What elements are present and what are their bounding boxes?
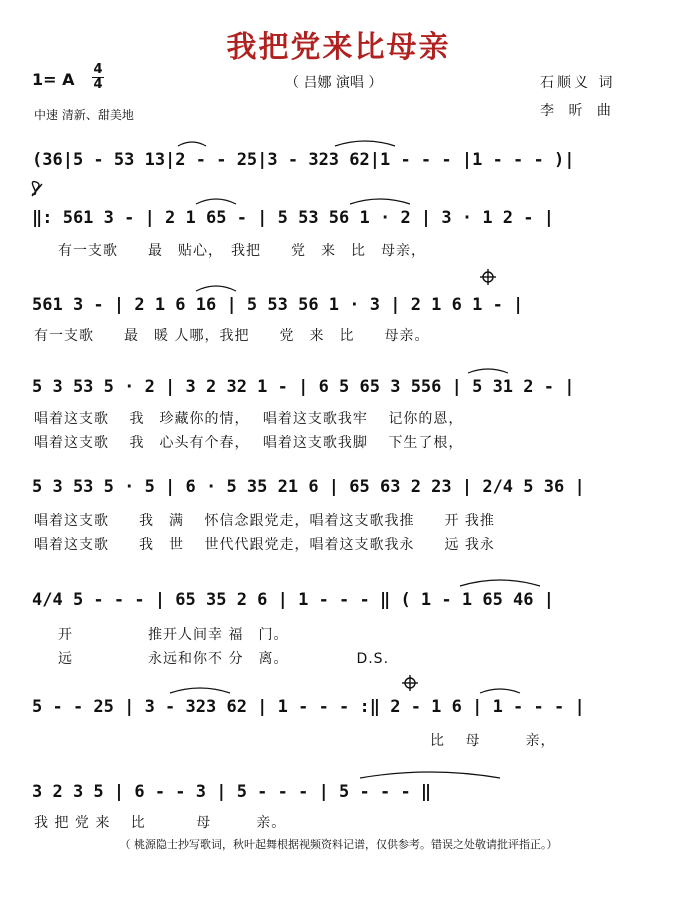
composer-credit: 李 昕 曲: [540, 103, 616, 119]
score-line-6-notes: 4/4 5 - - - | 65 35 2 6 | 1 - - - ‖ ( 1 - 1 65 46 |: [32, 590, 554, 610]
score-line-4-lyric-1: 唱着这支歌 我 珍藏你的情， 唱着这支歌我牢 记你的恩，: [34, 411, 464, 427]
key-signature: 1= A: [32, 70, 75, 89]
lyricist-credit: 石顺义 词: [540, 75, 616, 91]
page-title: 我把党来比母亲: [226, 30, 451, 65]
score-line-5-notes: 5 3 53 5 · 5 | 6 · 5 35 21 6 | 65 63 2 23 | 2/4 5 36 |: [32, 477, 585, 497]
score-line-8-lyric-1: 我 把 党 来 比 母 亲。: [34, 815, 287, 831]
tempo-marking: 中速 清新、甜美地: [34, 108, 134, 122]
score-line-5-lyric-2: 唱着这支歌 我 世 世代代跟党走，唱着这支歌我永 远 我永: [34, 537, 495, 553]
footer-note: （ 桃源隐士抄写歌词，秋叶起舞根据视频资料记谱，仅供参考。错误之处敬请批评指正。）: [119, 838, 558, 851]
time-signature-top: 4: [93, 62, 103, 77]
coda-icon: [480, 269, 496, 285]
score-line-4-notes: 5 3 53 5 · 2 | 3 2 32 1 - | 6 5 65 3 556 | 5 31 2 - |: [32, 377, 575, 397]
score-line-4-lyric-2: 唱着这支歌 我 心头有个春， 唱着这支歌我脚 下生了根，: [34, 435, 464, 451]
score-line-8-notes: 3 2 3 5 | 6 - - 3 | 5 - - - | 5 - - - ‖: [32, 782, 432, 802]
coda-icon-2: [402, 675, 418, 691]
score-line-3-notes: 561 3 - | 2 1 6 16 | 5 53 56 1 · 3 | 2 1 6 1 - |: [32, 295, 524, 315]
score-line-2-notes: ‖: 561 3 - | 2 1 65 - | 5 53 56 1 · 2 | 3 · 1 2 - |: [32, 208, 554, 228]
score-line-7-notes: 5 - - 25 | 3 - 323 62 | 1 - - - :‖ 2 - 1 6 | 1 - - - |: [32, 697, 585, 717]
score-line-6-lyric-1: 开 推开人间幸 福 门。: [58, 627, 289, 643]
score-line-6-lyric-2: 远 永远和你不 分 离。 D.S.: [58, 651, 390, 667]
slurs: [170, 141, 540, 778]
score-line-3-lyric-1: 有一支歌 最 暖 人哪，我把 党 来 比 母亲。: [34, 328, 430, 344]
singer-credit: （ 吕娜 演唱 ）: [285, 75, 383, 91]
time-signature-bottom: 4: [93, 77, 103, 92]
score-line-5-lyric-1: 唱着这支歌 我 满 怀信念跟党走，唱着这支歌我推 开 我推: [34, 513, 495, 529]
score-line-1-notes: (36|5 - 53 13|2 - - 25|3 - 323 62|1 - - - |1 - - - )|: [32, 150, 575, 170]
score-line-2-lyric-1: 有一支歌 最 贴心， 我把 党 来 比 母亲，: [58, 243, 426, 259]
segno-icon: [32, 182, 42, 196]
score-line-7-lyric-1: 比 母 亲，: [430, 733, 556, 749]
